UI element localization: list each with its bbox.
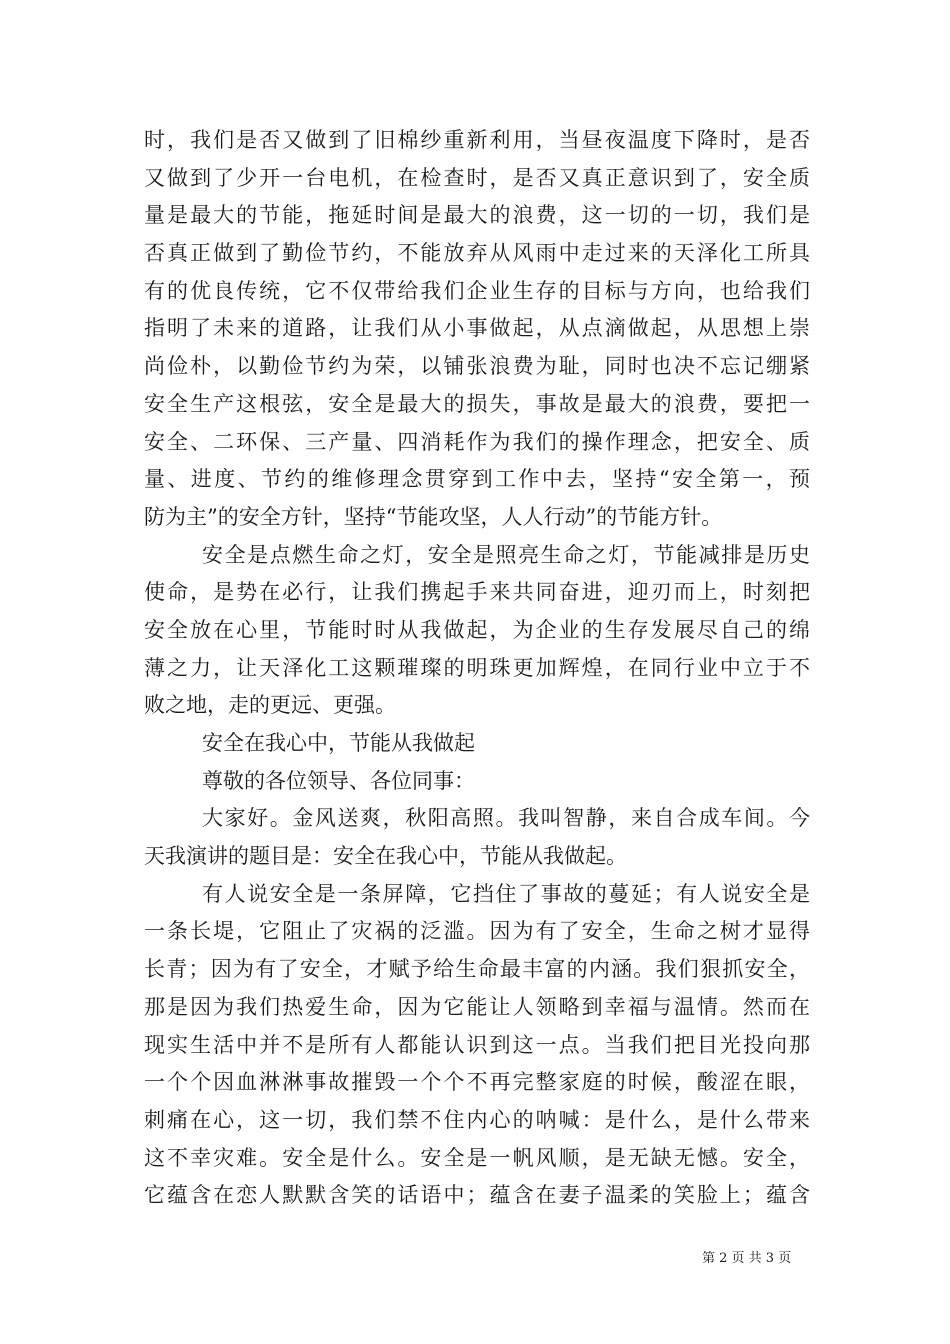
text-line: 尊敬的各位领导、各位同事：	[202, 768, 475, 793]
text-line: 安全在我心中，节能从我做起	[202, 731, 475, 755]
text-line: 一条长堤，它阻止了灾祸的泛滥。因为有了安全，生命之树才显得	[144, 919, 810, 944]
text-line: 安全、二环保、三产量、四消耗作为我们的操作理念，把安全、质	[144, 429, 810, 454]
paragraph	[144, 537, 810, 725]
text-line: 大家好。金风送爽，秋阳高照。我叫智静，来自合成车间。今	[202, 806, 810, 831]
text-line: 天我演讲的题目是：安全在我心中，节能从我做起。	[144, 844, 627, 869]
document-body	[144, 122, 810, 1215]
text-line: 它蕴含在恋人默默含笑的话语中；蕴含在妻子温柔的笑脸上；蕴含	[144, 1183, 810, 1208]
text-line: 量、进度、节约的维修理念贯穿到工作中去，坚持“安全第一，预	[144, 467, 810, 492]
text-line: 又做到了少开一台电机，在检查时，是否又真正意识到了，安全质	[144, 165, 810, 190]
text-line: 薄之力，让天泽化工这颗璀璨的明珠更加辉煌，在同行业中立于不	[144, 655, 810, 680]
paragraph	[144, 763, 810, 801]
text-line: 一个个因血淋淋事故摧毁一个个不再完整家庭的时候，酸涩在眼，	[144, 1070, 810, 1095]
text-line: 尚俭朴，以勤俭节约为荣，以铺张浪费为耻，同时也决不忘记绷紧	[144, 354, 810, 379]
text-line: 时，我们是否又做到了旧棉纱重新利用，当昼夜温度下降时，是否	[144, 128, 810, 152]
text-line: 否真正做到了勤俭节约，不能放弃从风雨中走过来的天泽化工所具	[144, 241, 810, 266]
text-line: 有人说安全是一条屏障，它挡住了事故的蔓延；有人说安全是	[202, 881, 810, 906]
text-line: 败之地，走的更远、更强。	[144, 693, 396, 718]
text-line: 使命，是势在必行，让我们携起手来共同奋进，迎刃而上，时刻把	[144, 580, 810, 605]
text-line: 有的优良传统，它不仅带给我们企业生存的目标与方向，也给我们	[144, 278, 810, 303]
text-line: 安全是点燃生命之灯，安全是照亮生命之灯，节能减排是历史	[202, 542, 810, 567]
text-line: 那是因为我们热爱生命，因为它能让人领略到幸福与温情。然而在	[144, 994, 810, 1019]
text-line: 长青；因为有了安全，才赋予给生命最丰富的内涵。我们狠抓安全，	[144, 957, 810, 982]
paragraph	[144, 876, 810, 1215]
text-line: 安全生产这根弦，安全是最大的损失，事故是最大的浪费，要把一	[144, 391, 810, 416]
page-number-footer: 第 2 页 共 3 页	[702, 1251, 792, 1266]
paragraph	[144, 800, 810, 875]
text-line: 现实生活中并不是所有人都能认识到这一点。当我们把目光投向那	[144, 1032, 810, 1057]
text-line: 这不幸灾难。安全是什么。安全是一帆风顺，是无缺无憾。安全，	[144, 1145, 810, 1170]
text-line: 量是最大的节能，拖延时间是最大的浪费，这一切的一切，我们是	[144, 203, 810, 228]
text-line: 指明了未来的道路，让我们从小事做起，从点滴做起，从思想上崇	[144, 316, 810, 341]
text-line: 刺痛在心，这一切，我们禁不住内心的呐喊：是什么，是什么带来	[144, 1107, 810, 1132]
paragraph	[144, 122, 810, 537]
text-line: 防为主”的安全方针，坚持“节能攻坚，人人行动”的节能方针。	[144, 504, 723, 529]
paragraph	[144, 725, 810, 763]
text-line: 安全放在心里，节能时时从我做起，为企业的生存发展尽自己的绵	[144, 617, 810, 642]
